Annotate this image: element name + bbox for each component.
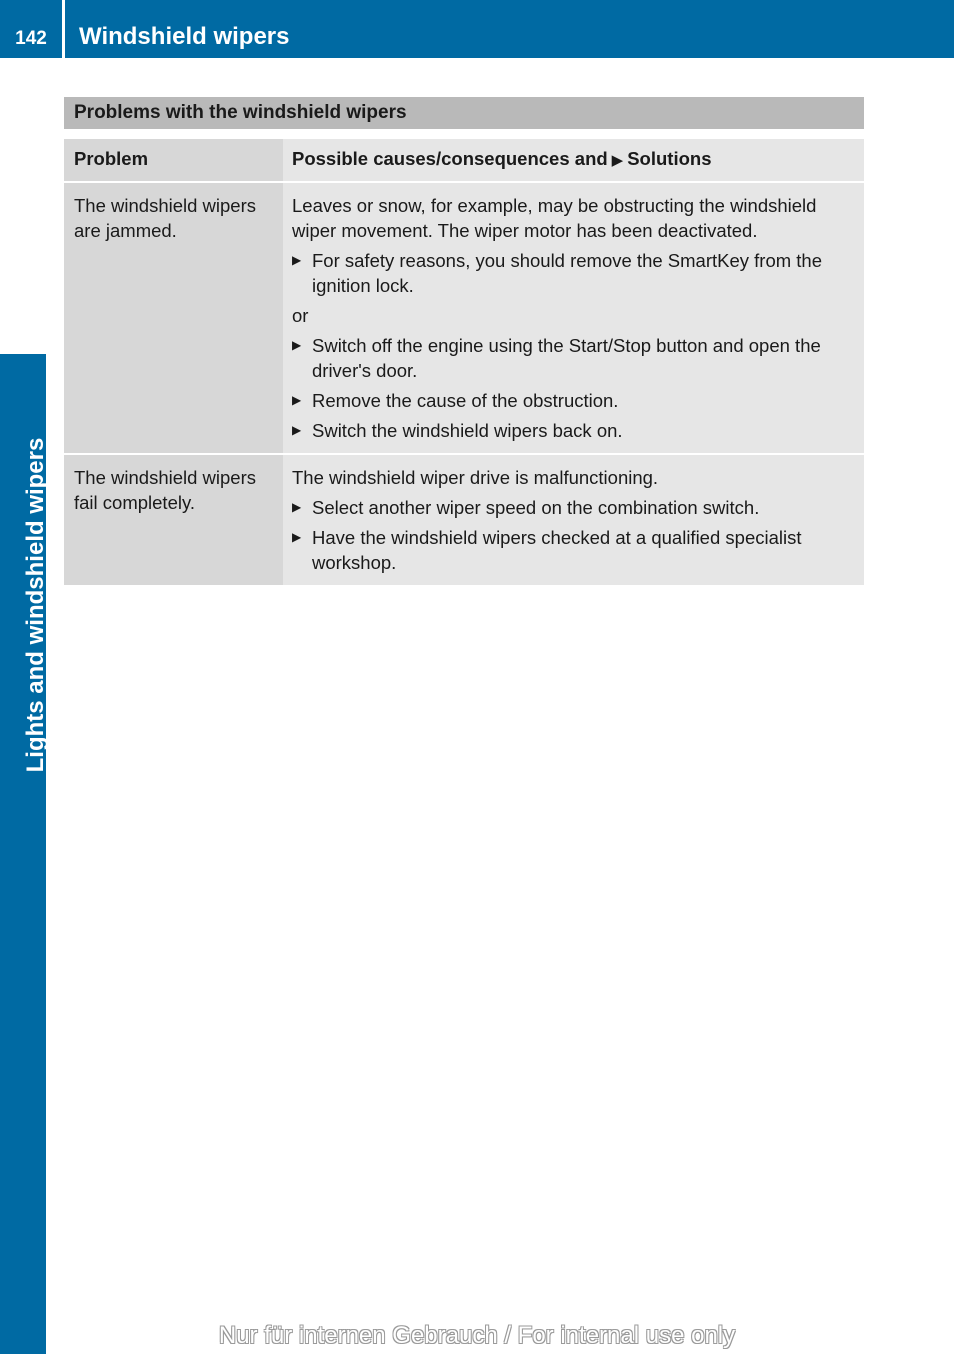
solution-step [292,495,856,520]
step-arrow-icon: ▶ [292,338,302,352]
step-text: For safety reasons, you should remove the SmartKey from the ignition lock. [312,250,823,296]
internal-use-watermark: Nur für internen Gebrauch / For internal use only [218,1322,736,1349]
section-title [64,97,864,129]
cause-text: Leaves or snow, for example, may be obstructing the windshield wiper movement. The wiper motor has been deactivated. [292,195,817,241]
step-arrow-icon: ▶ [292,500,302,514]
solution-step [292,248,856,298]
header-causes [283,139,864,181]
step-text: Switch off the engine using the Start/Stop button and open the driver's door. [312,335,821,381]
step-arrow-icon: ▶ [292,253,302,267]
page-title: Windshield wipers [79,23,290,50]
solution-step [292,333,856,383]
step-text: Select another wiper speed on the combination switch. [312,497,760,518]
problem-cell: The windshield wipers fail completely. [64,455,283,585]
step-text: Switch the windshield wipers back on. [312,420,623,441]
solution-step [292,525,856,575]
header-problem: Problem [64,139,283,181]
step-arrow-icon: ▶ [292,423,302,437]
solution-step [292,388,856,413]
solution-step [292,418,856,443]
side-tab [0,354,46,406]
step-arrow-icon: ▶ [292,393,302,407]
header-solutions-text: Solutions [627,148,712,169]
table-header-row [64,139,864,181]
solution-cell [283,183,864,453]
table-row [64,453,864,585]
header-causes-text: Possible causes/consequences and [292,148,608,169]
problems-table [64,139,864,585]
problem-cell: The windshield wipers are jammed. [64,183,283,453]
right-triangle-icon: ▶ [611,152,624,169]
header-divider [62,0,65,58]
or-text: or [292,305,309,326]
step-text: Have the windshield wipers checked at a qualified specialist workshop. [312,527,802,573]
solution-cell [283,455,864,585]
step-arrow-icon: ▶ [292,530,302,544]
page-number: 142 [15,28,47,49]
cause-text: The windshield wiper drive is malfunctioning. [292,467,659,488]
section-title-text: Problems with the windshield wipers [74,102,407,123]
step-text: Remove the cause of the obstruction. [312,390,619,411]
table-row [64,181,864,453]
side-tab-label: Lights and windshield wipers [22,437,49,773]
